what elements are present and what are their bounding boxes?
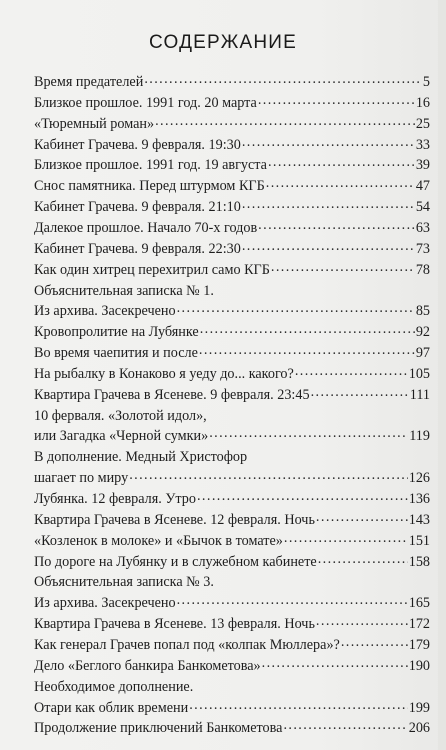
toc-entry bbox=[34, 447, 430, 467]
toc-dot-leader bbox=[268, 155, 415, 169]
toc-page-number: 54 bbox=[415, 199, 430, 216]
toc-entry-title: По дороге на Лубянку и в служебном кабинете bbox=[34, 553, 317, 570]
toc-dot-leader bbox=[155, 114, 415, 128]
toc-entry bbox=[34, 93, 430, 113]
toc-entry-title: «Тюремный роман» bbox=[34, 115, 155, 132]
toc-page-number: 158 bbox=[408, 553, 430, 570]
toc-entry-title: Близкое прошлое. 1991 год. 19 августа bbox=[34, 157, 267, 174]
toc-entry-title: Близкое прошлое. 1991 год. 20 марта bbox=[34, 94, 257, 111]
toc-page-number: 73 bbox=[415, 240, 430, 257]
toc-page-number: 5 bbox=[422, 74, 430, 90]
toc-dot-leader bbox=[295, 364, 408, 378]
toc-entry bbox=[34, 322, 430, 342]
toc-page-number: 105 bbox=[408, 365, 430, 382]
toc-dot-leader bbox=[316, 614, 408, 628]
toc-entry-title: Кабинет Грачева. 9 февраля. 19:30 bbox=[34, 136, 241, 153]
toc-entry-title: Из архива. Засекречено bbox=[34, 595, 176, 612]
toc-dot-leader bbox=[266, 176, 415, 190]
toc-entry-title: или Загадка «Черной сумки» bbox=[34, 428, 209, 445]
toc-entry-title: Далекое прошлое. Начало 70-х годов bbox=[34, 219, 258, 236]
toc-dot-leader bbox=[242, 239, 415, 253]
toc-entry bbox=[34, 385, 430, 405]
toc-page-number: 143 bbox=[408, 511, 430, 528]
toc-entry bbox=[34, 468, 430, 488]
toc-entry bbox=[34, 135, 430, 155]
toc-entry-title: Кровопролитие на Лубянке bbox=[34, 324, 199, 341]
toc-entry-title: «Козленок в молоке» и «Бычок в томате» bbox=[34, 532, 283, 549]
toc-entry bbox=[34, 489, 430, 509]
toc-entry bbox=[34, 114, 430, 134]
toc-entry-title: Снос памятника. Перед штурмом КГБ bbox=[34, 178, 265, 195]
toc-page-number: 85 bbox=[415, 303, 430, 320]
toc-entry bbox=[34, 260, 430, 280]
toc-dot-leader bbox=[177, 301, 415, 315]
toc-dot-leader bbox=[242, 197, 415, 211]
toc-entry-title: Как генерал Грачев попал под «колпак Мюллера»? bbox=[34, 636, 340, 653]
toc-entry-title: Отари как облик времени bbox=[34, 699, 189, 716]
toc-dot-leader bbox=[129, 468, 408, 482]
toc-dot-leader bbox=[189, 698, 408, 712]
toc-page-number: 25 bbox=[415, 115, 430, 132]
toc-entry-title: Дело «Беглого банкира Банкометова» bbox=[34, 657, 261, 674]
toc-entry bbox=[34, 176, 430, 196]
toc-entry bbox=[34, 239, 430, 259]
toc-entry-title: 10 ферваля. «Золотой идол», bbox=[34, 407, 207, 424]
toc-page-number: 136 bbox=[408, 491, 430, 507]
toc-entry bbox=[34, 426, 430, 446]
toc-entry bbox=[34, 531, 430, 551]
toc-entry-title: Объяснительная записка № 3. bbox=[34, 574, 214, 591]
toc-page-number: 190 bbox=[408, 657, 430, 674]
toc-page-number: 78 bbox=[415, 261, 430, 278]
toc-entry bbox=[34, 197, 430, 217]
toc-page-number: 16 bbox=[415, 94, 430, 111]
toc-page-number: 165 bbox=[408, 595, 430, 612]
toc-dot-leader bbox=[242, 135, 415, 149]
toc-entry bbox=[34, 614, 430, 634]
toc-dot-leader bbox=[284, 531, 408, 545]
toc-entry bbox=[34, 656, 430, 676]
toc-dot-leader bbox=[316, 510, 408, 524]
toc-entry bbox=[34, 572, 430, 592]
toc-dot-leader bbox=[311, 385, 409, 399]
toc-page-number: 47 bbox=[415, 178, 430, 195]
toc-entry bbox=[34, 218, 430, 238]
toc-entry-title: В дополнение. Медный Христофор bbox=[34, 449, 248, 466]
toc-entry-title: Квартира Грачева в Ясеневе. 9 февраля. 23:45 bbox=[34, 386, 310, 403]
toc-dot-leader bbox=[271, 260, 415, 274]
toc-page-number: 206 bbox=[408, 720, 430, 737]
toc-page-number: 179 bbox=[408, 636, 430, 653]
toc-page-number: 97 bbox=[415, 345, 430, 362]
toc-page-number: 39 bbox=[415, 157, 430, 174]
toc-dot-leader bbox=[341, 635, 408, 649]
toc-entry bbox=[34, 552, 430, 572]
toc-entry bbox=[34, 593, 430, 613]
toc-entry-title: Объяснительная записка № 1. bbox=[34, 282, 214, 299]
toc-page-number: 199 bbox=[408, 699, 430, 716]
toc-dot-leader bbox=[177, 593, 408, 607]
toc-entry-title: Время предателей bbox=[34, 74, 144, 90]
toc-dot-leader bbox=[144, 72, 422, 86]
toc-dot-leader bbox=[258, 93, 415, 107]
toc-dot-leader bbox=[200, 322, 415, 336]
toc-dot-leader bbox=[283, 718, 407, 732]
toc-entry-title: Из архива. Засекречено bbox=[34, 303, 176, 320]
toc-entry-title: Необходимое дополнение. bbox=[34, 678, 194, 695]
toc-page-number: 63 bbox=[415, 219, 430, 236]
toc-entry-title: Квартира Грачева в Ясеневе. 12 февраля. Ночь bbox=[34, 511, 315, 528]
toc-entry-title: Лубянка. 12 февраля. Утро bbox=[34, 491, 196, 507]
toc-dot-leader bbox=[199, 343, 415, 357]
toc-page-number: 126 bbox=[408, 470, 430, 487]
toc-entry-title: шагает по миру bbox=[34, 470, 129, 487]
toc-dot-leader bbox=[197, 489, 408, 503]
toc-entry bbox=[34, 698, 430, 718]
toc-entry-title: Во время чаепития и после bbox=[34, 345, 198, 362]
toc-dot-leader bbox=[318, 552, 408, 566]
toc-page-number: 151 bbox=[408, 532, 430, 549]
toc-dot-leader bbox=[262, 656, 408, 670]
page-title: СОДЕРЖАНИЕ bbox=[149, 32, 297, 53]
toc-entry bbox=[34, 72, 430, 92]
toc-page-number: 172 bbox=[408, 616, 430, 633]
toc-entry-title: На рыбалку в Конаково я уеду до... какого? bbox=[34, 365, 294, 382]
toc-page-number: 119 bbox=[409, 428, 430, 445]
toc-dot-leader bbox=[258, 218, 415, 232]
toc-entry bbox=[34, 677, 430, 697]
toc-entry bbox=[34, 301, 430, 321]
toc-entry-title: Кабинет Грачева. 9 февраля. 22:30 bbox=[34, 240, 241, 257]
toc-entry-title: Как один хитрец перехитрил само КГБ bbox=[34, 261, 270, 278]
toc-page-number: 33 bbox=[415, 136, 430, 153]
toc-entry bbox=[34, 635, 430, 655]
toc-page-number: 92 bbox=[415, 324, 430, 341]
toc-entry-title: Квартира Грачева в Ясеневе. 13 февраля. Ночь bbox=[34, 616, 315, 633]
toc-entry-title: Кабинет Грачева. 9 февраля. 21:10 bbox=[34, 199, 241, 216]
toc-entry bbox=[34, 406, 430, 426]
toc-page-number: 111 bbox=[409, 386, 430, 403]
toc-entry bbox=[34, 155, 430, 175]
toc-entry bbox=[34, 718, 430, 738]
toc-entry bbox=[34, 364, 430, 384]
toc-entry bbox=[34, 281, 430, 301]
toc-entry bbox=[34, 510, 430, 530]
toc-entry-title: Продолжение приключений Банкометова bbox=[34, 720, 283, 737]
toc-dot-leader bbox=[209, 426, 408, 440]
toc-entry bbox=[34, 343, 430, 363]
